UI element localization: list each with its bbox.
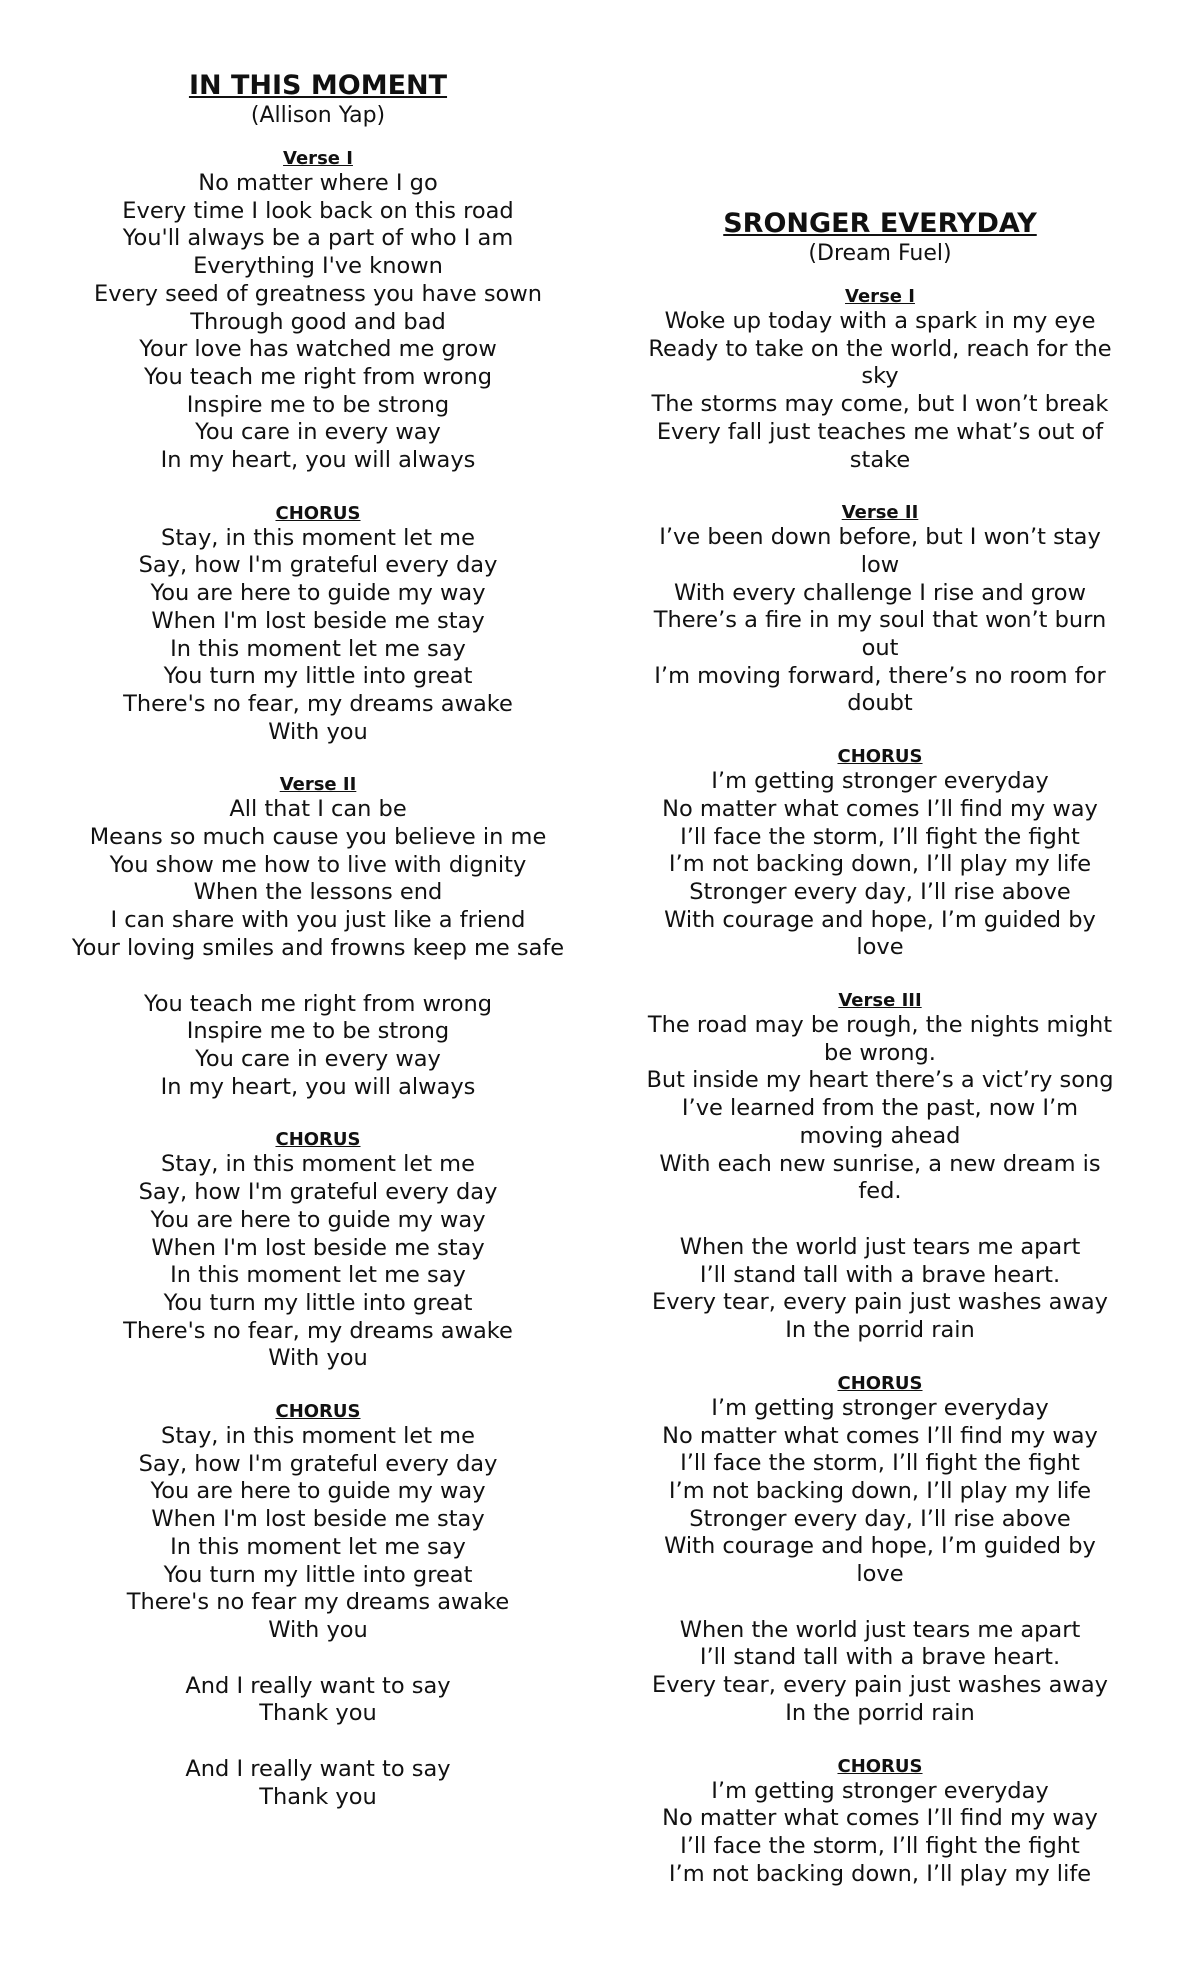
lyric-line: Ready to take on the world, reach for the sky (648, 335, 1112, 390)
lyric-line: With every challenge I rise and grow (674, 579, 1086, 606)
lyric-line: When the world just tears me apart (679, 1616, 1081, 1643)
lyric-line: You care in every way (195, 1045, 441, 1072)
song-title: IN THIS MOMENT (188, 70, 448, 101)
lyric-section (630, 1373, 1130, 1589)
lyric-line: I’m not backing down, I’ll play my life (668, 851, 1092, 878)
lyric-line: The storms may come, but I won’t break (651, 391, 1109, 418)
lyric-line: You are here to guide my way (150, 580, 486, 607)
lyric-line: With each new sunrise, a new dream is fed. (659, 1150, 1101, 1205)
lyric-line: When I'm lost beside me stay (151, 1234, 485, 1261)
lyric-line: There's no fear, my dreams awake (123, 1317, 513, 1344)
lyric-line: In this moment let me say (170, 1533, 466, 1560)
lyric-line: I’ll face the storm, I’ll fight the fight (680, 823, 1080, 850)
lyric-line: Say, how I'm grateful every day (138, 552, 498, 579)
section-label: Verse I (283, 148, 353, 169)
song-sections (68, 148, 568, 1811)
song-column-left (68, 70, 568, 1839)
lyric-line: You teach me right from wrong (143, 990, 493, 1017)
section-label: CHORUS (837, 746, 923, 768)
lyric-section (68, 1129, 568, 1373)
lyric-line: I’m getting stronger everyday (711, 768, 1049, 795)
lyric-line: I’ll stand tall with a brave heart. (699, 1261, 1061, 1288)
lyric-line: And I really want to say (185, 1672, 451, 1699)
lyric-section (68, 774, 568, 962)
lyric-line: Every tear, every pain just washes away (652, 1289, 1108, 1316)
lyric-line: Woke up today with a spark in my eye (664, 308, 1096, 334)
lyric-line: Inspire me to be strong (186, 1018, 450, 1045)
lyric-line: You turn my little into great (163, 1561, 473, 1588)
lyric-line: Through good and bad (190, 308, 446, 335)
lyric-line: In this moment let me say (170, 635, 466, 662)
lyric-line: Stronger every day, I’ll rise above (689, 1505, 1071, 1532)
lyric-line: Your love has watched me grow (139, 336, 497, 363)
lyric-line: Every tear, every pain just washes away (652, 1672, 1108, 1699)
section-label: CHORUS (275, 1129, 361, 1151)
lyric-line: Thank you (259, 1783, 377, 1810)
lyric-section (68, 1756, 568, 1811)
lyric-line: But inside my heart there’s a vict’ry song (646, 1067, 1114, 1094)
lyric-line: I’m not backing down, I’ll play my life (668, 1477, 1092, 1504)
lyric-line: I’m getting stronger everyday (711, 1394, 1049, 1421)
lyric-section (630, 1756, 1130, 1889)
song-author: (Allison Yap) (250, 103, 386, 128)
lyric-line: Thank you (259, 1700, 377, 1727)
lyric-line: I’ll face the storm, I’ll fight the fight (680, 1450, 1080, 1477)
section-label: CHORUS (275, 502, 361, 524)
lyric-line: Every seed of greatness you have sown (94, 280, 542, 307)
lyric-section (68, 991, 568, 1102)
lyric-line: I’ll stand tall with a brave heart. (699, 1644, 1061, 1671)
lyric-line: With courage and hope, I’m guided by love (664, 906, 1096, 961)
lyric-line: No matter what comes I’ll find my way (662, 1805, 1098, 1832)
lyric-line: Say, how I'm grateful every day (138, 1179, 498, 1206)
lyric-line: When I'm lost beside me stay (151, 607, 485, 634)
lyric-line: There's no fear my dreams awake (126, 1589, 510, 1616)
lyric-line: Inspire me to be strong (186, 391, 450, 418)
section-label: CHORUS (275, 1401, 361, 1423)
lyric-line: Stronger every day, I’ll rise above (689, 878, 1071, 905)
lyric-line: Stay, in this moment let me (161, 524, 475, 551)
lyric-line: I’ll face the storm, I’ll fight the fight (680, 1832, 1080, 1859)
lyric-line: I’m not backing down, I’ll play my life (668, 1860, 1092, 1887)
section-label: Verse II (279, 774, 357, 796)
section-label: CHORUS (837, 1372, 923, 1394)
lyric-section (68, 1401, 568, 1645)
lyric-line: When the lessons end (193, 879, 443, 906)
lyric-line: I can share with you just like a friend (110, 907, 526, 934)
lyric-line: Means so much cause you believe in me (89, 824, 547, 851)
lyric-line: I’m moving forward, there’s no room for doubt (654, 662, 1106, 717)
lyric-line: Stay, in this moment let me (161, 1423, 475, 1450)
lyric-line: You are here to guide my way (150, 1478, 486, 1505)
lyric-line: You turn my little into great (163, 1289, 473, 1316)
lyric-section (68, 148, 568, 475)
lyric-line: Stay, in this moment let me (161, 1151, 475, 1178)
lyric-line: With courage and hope, I’m guided by love (664, 1533, 1096, 1588)
lyric-section (630, 1234, 1130, 1345)
lyric-line: I’ve been down before, but I won’t stay low (659, 524, 1101, 578)
song-column-right (630, 208, 1130, 1916)
lyric-line: No matter what comes I’ll find my way (662, 1422, 1098, 1449)
lyric-section (630, 1617, 1130, 1728)
lyric-section (630, 502, 1130, 718)
lyric-line: Say, how I'm grateful every day (138, 1450, 498, 1477)
lyric-section (68, 1673, 568, 1728)
lyric-section (630, 286, 1130, 474)
song-title: SRONGER EVERYDAY (723, 208, 1037, 239)
lyric-line: You are here to guide my way (150, 1206, 486, 1233)
section-label: Verse II (841, 502, 919, 524)
section-label: CHORUS (837, 1755, 923, 1777)
lyric-line: With you (268, 718, 368, 745)
lyric-line: You care in every way (195, 419, 441, 446)
lyric-section (630, 990, 1130, 1206)
lyric-line: Your loving smiles and frowns keep me safe (71, 934, 565, 961)
lyric-line: When I'm lost beside me stay (151, 1506, 485, 1533)
lyric-line: The road may be rough, the nights might be wrong. (647, 1012, 1113, 1066)
song-sections (630, 286, 1130, 1888)
lyric-line: With you (268, 1616, 368, 1643)
song-author: (Dream Fuel) (808, 241, 952, 266)
section-label: Verse III (838, 990, 922, 1012)
lyric-line: There's no fear, my dreams awake (123, 690, 513, 717)
section-label: Verse I (845, 286, 915, 307)
lyric-line: In this moment let me say (170, 1262, 466, 1289)
lyric-line: All that I can be (229, 796, 407, 823)
lyric-line: You show me how to live with dignity (109, 851, 527, 878)
lyric-line: There’s a fire in my soul that won’t burn out (653, 607, 1107, 662)
lyric-line: Everything I've known (193, 253, 443, 280)
lyric-line: No matter where I go (198, 170, 438, 196)
lyric-line: No matter what comes I’ll find my way (662, 795, 1098, 822)
lyric-section (630, 746, 1130, 962)
lyric-line: In my heart, you will always (160, 1073, 476, 1100)
lyric-line: Every fall just teaches me what’s out of stake (656, 418, 1104, 473)
lyric-line: In the porrid rain (785, 1699, 975, 1726)
lyric-line: And I really want to say (185, 1756, 451, 1783)
lyric-line: You'll always be a part of who I am (122, 225, 514, 252)
lyric-line: I’m getting stronger everyday (711, 1777, 1049, 1804)
lyric-line: You turn my little into great (163, 663, 473, 690)
lyric-line: In my heart, you will always (160, 447, 476, 474)
lyric-line: With you (268, 1345, 368, 1372)
lyric-line: I’ve learned from the past, now I’m moving ahead (681, 1095, 1079, 1149)
lyric-line: You teach me right from wrong (143, 363, 493, 390)
lyric-line: In the porrid rain (785, 1317, 975, 1344)
lyric-line: When the world just tears me apart (679, 1233, 1081, 1260)
lyric-section (68, 503, 568, 747)
lyric-line: Every time I look back on this road (122, 197, 514, 224)
